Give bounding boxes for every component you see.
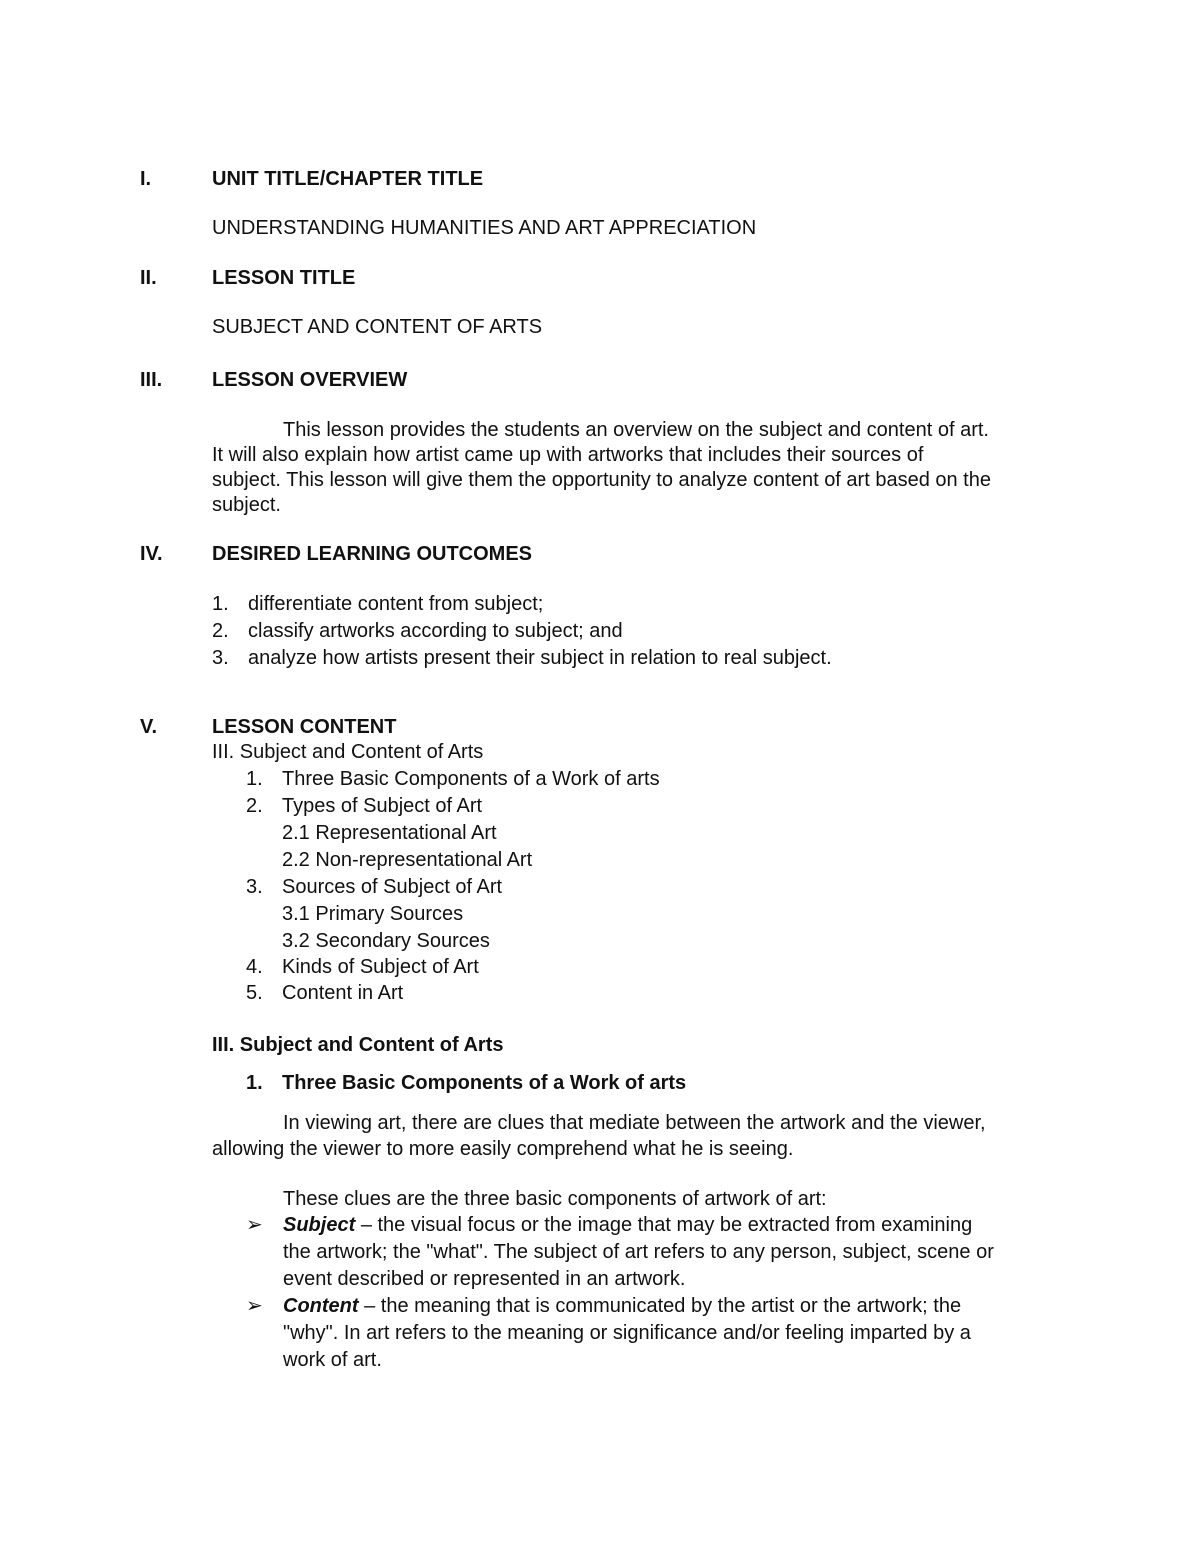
outline-item: [246, 955, 479, 979]
overview-line: This lesson provides the students an overview on the subject and content of art.: [283, 419, 989, 441]
bullet-line: work of art.: [283, 1349, 382, 1371]
section-numeral: II.: [140, 267, 157, 289]
outline-text: Kinds of Subject of Art: [282, 956, 479, 978]
bullet-text: – the meaning that is communicated by the artist or the artwork; the: [364, 1295, 962, 1317]
outcome-item: [212, 646, 832, 670]
bullet-text: – the visual focus or the image that may be extracted from examining: [360, 1214, 973, 1236]
outline-title: III. Subject and Content of Arts: [212, 741, 484, 763]
bullet-line: the artwork; the "what". The subject of art refers to any person, subject, scene or: [283, 1241, 994, 1263]
body-paragraph-line: allowing the viewer to more easily comprehend what he is seeing.: [212, 1138, 794, 1160]
outcome-number: 3.: [212, 647, 229, 669]
outcome-item: [212, 592, 543, 616]
outline-item: [246, 794, 482, 818]
arrow-bullet-icon: ➢: [246, 1295, 263, 1317]
section-heading: LESSON OVERVIEW: [212, 369, 408, 391]
outline-item: [246, 767, 660, 791]
outcome-text: differentiate content from subject;: [248, 593, 544, 615]
section-heading: LESSON TITLE: [212, 267, 356, 289]
outline-number: 4.: [246, 956, 263, 978]
outline-text: Sources of Subject of Art: [282, 876, 503, 898]
overview-line: subject. This lesson will give them the opportunity to analyze content of art based on the: [212, 469, 991, 491]
outline-text: Three Basic Components of a Work of arts: [282, 768, 660, 790]
subheading-number: 1.: [246, 1072, 263, 1094]
subheading-text: Three Basic Components of a Work of arts: [282, 1072, 687, 1094]
bullet-line: event described or represented in an artwork.: [283, 1268, 686, 1290]
outline-item: [246, 875, 502, 899]
outcome-text: analyze how artists present their subject in relation to real subject.: [248, 647, 832, 669]
outline-text: Content in Art: [282, 982, 404, 1004]
body-subheading: [246, 1071, 686, 1095]
bullet-line: "why". In art refers to the meaning or significance and/or feeling imparted by a: [283, 1322, 971, 1344]
bullet-term: Content: [283, 1295, 359, 1317]
outline-subitem: 2.1 Representational Art: [282, 822, 497, 844]
unit-title-value: UNDERSTANDING HUMANITIES AND ART APPRECIATION: [212, 217, 757, 239]
section-heading: LESSON CONTENT: [212, 716, 397, 738]
outcome-number: 1.: [212, 593, 229, 615]
bullet-line: [283, 1213, 1057, 1237]
outline-subitem: 3.1 Primary Sources: [282, 903, 464, 925]
outline-number: 5.: [246, 982, 263, 1004]
outcome-number: 2.: [212, 620, 229, 642]
outline-subitem: 3.2 Secondary Sources: [282, 930, 490, 952]
section-heading: DESIRED LEARNING OUTCOMES: [212, 543, 533, 565]
outline-number: 1.: [246, 768, 263, 790]
outcome-text: classify artworks according to subject; and: [248, 620, 623, 642]
outline-text: Types of Subject of Art: [282, 795, 483, 817]
section-numeral: I.: [140, 168, 152, 190]
body-section-heading: III. Subject and Content of Arts: [212, 1034, 504, 1056]
overview-line: It will also explain how artist came up with artworks that includes their sources of: [212, 444, 924, 466]
section-numeral: III.: [140, 369, 163, 391]
arrow-bullet-icon: ➢: [246, 1214, 263, 1236]
section-heading: UNIT TITLE/CHAPTER TITLE: [212, 168, 484, 190]
section-numeral: V.: [140, 716, 158, 738]
body-paragraph-intro: These clues are the three basic components of artwork of art:: [283, 1188, 827, 1210]
outcome-item: [212, 619, 623, 643]
section-numeral: IV.: [140, 543, 163, 565]
body-paragraph-line: In viewing art, there are clues that mediate between the artwork and the viewer,: [283, 1112, 986, 1134]
outline-number: 2.: [246, 795, 263, 817]
outline-subitem: 2.2 Non-representational Art: [282, 849, 533, 871]
bullet-line: [283, 1294, 1057, 1318]
outline-number: 3.: [246, 876, 263, 898]
outline-item: [246, 981, 403, 1005]
bullet-term: Subject: [283, 1214, 356, 1236]
overview-line: subject.: [212, 494, 281, 516]
lesson-title-value: SUBJECT AND CONTENT OF ARTS: [212, 316, 543, 338]
